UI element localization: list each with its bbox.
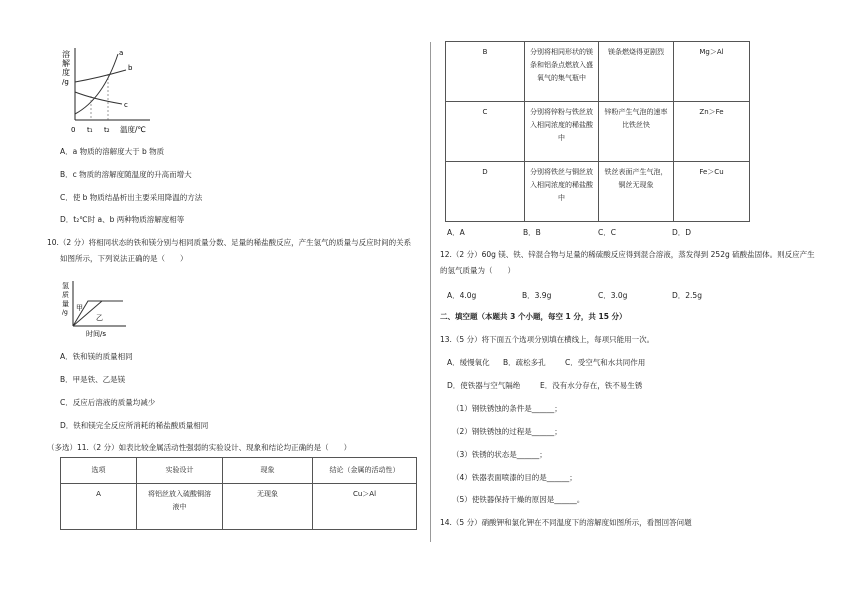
q13-blank-5: （5）使铁器保持干燥的原因是______。 bbox=[452, 495, 585, 504]
table-cell-option: A bbox=[61, 484, 137, 530]
section-2-heading: 二、填空题（本题共 3 个小题，每空 1 分，共 15 分） bbox=[440, 312, 627, 321]
graph1-origin: 0 bbox=[71, 126, 76, 134]
q13-blank-2: （2）钢铁锈蚀的过程是______； bbox=[452, 427, 562, 436]
table-cell-design: 将铝丝放入硫酸铜溶液中 bbox=[137, 484, 223, 530]
table-cell-option: C bbox=[446, 102, 525, 162]
q13-blank-1: （1）钢铁锈蚀的条件是______； bbox=[452, 404, 562, 413]
q9-option-c: C．使 b 物质结晶析出主要采用降温的方法 bbox=[60, 193, 203, 202]
q13-blank-4: （4）铁器表面喷漆的目的是______； bbox=[452, 473, 577, 482]
table-cell-design: 分别将锌粉与铁丝放入相同浓度的稀盐酸中 bbox=[525, 102, 599, 162]
curve-a bbox=[75, 54, 118, 114]
graph2-ylabel-2: 质 bbox=[62, 291, 69, 299]
table-header-design: 实验设计 bbox=[137, 458, 223, 484]
graph1-xlabel: 温度/℃ bbox=[120, 125, 146, 134]
table-cell-option: B bbox=[446, 42, 525, 102]
curve-b bbox=[75, 70, 126, 82]
q13-choice-a: A．缓慢氧化 bbox=[447, 358, 490, 367]
q11-answer-c: C．C bbox=[598, 228, 616, 237]
table-header-phenomenon: 现象 bbox=[223, 458, 313, 484]
table-cell-conclusion: Mg＞Al bbox=[674, 42, 750, 102]
q11-table-right bbox=[445, 41, 750, 222]
table-cell-design: 分别将铁丝与铜丝放入相同浓度的稀盐酸中 bbox=[525, 162, 599, 222]
q12-stem-line2: 的氢气质量为（ ） bbox=[440, 266, 515, 275]
q10-stem-line2: 如图所示，下列说法正确的是（ ） bbox=[60, 254, 188, 263]
table-cell-conclusion: Zn＞Fe bbox=[674, 102, 750, 162]
table-header-conclusion: 结论（金属的活动性） bbox=[313, 458, 417, 484]
q12-option-c: C．3.0g bbox=[598, 291, 628, 300]
graph1-ylabel-2: 解 bbox=[62, 59, 70, 68]
graph1-ylabel-1: 溶 bbox=[62, 50, 70, 59]
q13-stem: 13.（5 分）将下面五个选项分别填在横线上，每项只能用一次。 bbox=[440, 335, 655, 344]
table-cell-option: D bbox=[446, 162, 525, 222]
table-header-option: 选项 bbox=[61, 458, 137, 484]
q12-option-b: B．3.9g bbox=[522, 291, 552, 300]
table-cell-phenomenon: 镁条燃烧得更剧烈 bbox=[599, 42, 674, 102]
hydrogen-mass-graph bbox=[58, 278, 138, 338]
q9-option-d: D．t₂℃时 a、b 两种物质溶解度相等 bbox=[60, 215, 185, 224]
table-cell-conclusion: Fe＞Cu bbox=[674, 162, 750, 222]
q12-stem-line1: 12.（2 分）60g 镁、铁、锌混合物与足量的稀硫酸反应得到混合溶液，蒸发得到 252g 硫酸盐固体。则反应产生 bbox=[440, 250, 815, 259]
graph1-tick-t2: t₂ bbox=[104, 126, 110, 134]
table-cell-phenomenon: 无现象 bbox=[223, 484, 313, 530]
graph1-ylabel-4: /g bbox=[62, 78, 69, 86]
column-divider bbox=[430, 42, 431, 542]
q11-answer-d: D．D bbox=[672, 228, 692, 237]
graph2-ylabel-3: 量 bbox=[62, 300, 69, 308]
curve-a-label: a bbox=[119, 49, 124, 57]
q13-choice-d: D．使铁器与空气隔绝 bbox=[447, 381, 521, 390]
q12-option-d: D．2.5g bbox=[672, 291, 702, 300]
solubility-curve-graph bbox=[58, 44, 168, 136]
graph2-ylabel-1: 氢 bbox=[62, 282, 69, 290]
series-yi-label: 乙 bbox=[96, 314, 103, 322]
q12-option-a: A．4.0g bbox=[447, 291, 477, 300]
graph2-ylabel-4: /g bbox=[62, 309, 68, 316]
q13-choice-e: E．没有水分存在，铁不易生锈 bbox=[540, 381, 643, 390]
q13-blank-3: （3）铁锈的状态是______； bbox=[452, 450, 547, 459]
table-cell-design: 分别将相同形状的镁条和铝条点燃放入盛氧气的集气瓶中 bbox=[525, 42, 599, 102]
table-cell-conclusion: Cu＞Al bbox=[313, 484, 417, 530]
series-jia-label: 甲 bbox=[76, 304, 83, 312]
q11-answer-b: B．B bbox=[523, 228, 541, 237]
q10-option-b: B．甲是铁、乙是镁 bbox=[60, 375, 126, 384]
q10-option-a: A．铁和镁的质量相同 bbox=[60, 352, 133, 361]
graph1-tick-t1: t₁ bbox=[87, 126, 93, 134]
graph2-xlabel: 时间/s bbox=[86, 330, 107, 338]
table-cell-phenomenon: 锌粉产生气泡的速率比铁丝快 bbox=[599, 102, 674, 162]
curve-b-label: b bbox=[128, 64, 133, 72]
q10-option-d: D．铁和镁完全反应所消耗的稀盐酸质量相同 bbox=[60, 421, 209, 430]
q13-choice-b: B．疏松多孔 bbox=[503, 358, 546, 367]
curve-c-label: c bbox=[124, 101, 128, 109]
q11-answer-a: A．A bbox=[447, 228, 465, 237]
q10-stem-line1: 10.（2 分）将相同状态的铁和镁分别与相同质量分数、足量的稀盐酸反应，产生氢气的质量与反应时间的关系 bbox=[47, 238, 412, 247]
q14-stem: 14.（5 分）硝酸钾和氯化钾在不同温度下的溶解度如图所示，看图回答问题 bbox=[440, 518, 692, 527]
q11-stem: （多选）11.（2 分）如表比较金属活动性强弱的实验设计、现象和结论均正确的是（ ） bbox=[47, 443, 352, 452]
q10-option-c: C．反应后溶液的质量均减少 bbox=[60, 398, 156, 407]
table-cell-phenomenon: 铁丝表面产生气泡，铜丝无现象 bbox=[599, 162, 674, 222]
q9-option-b: B．c 物质的溶解度随温度的升高而增大 bbox=[60, 170, 192, 179]
graph1-ylabel-3: 度 bbox=[62, 68, 70, 77]
q13-choice-c: C．受空气和水共同作用 bbox=[565, 358, 646, 367]
q9-option-a: A．a 物质的溶解度大于 b 物质 bbox=[60, 147, 165, 156]
q11-table-left bbox=[60, 457, 417, 530]
